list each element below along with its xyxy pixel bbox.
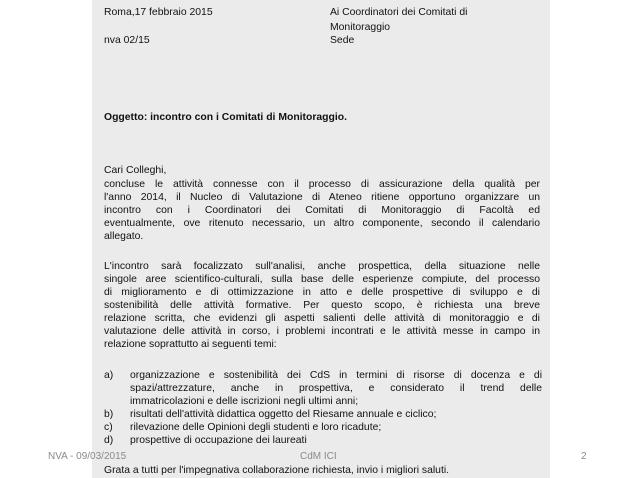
- list-marker: d): [104, 435, 114, 446]
- paragraph-focus: [104, 260, 540, 351]
- recipient-line: Sede: [330, 35, 355, 46]
- paragraph-line: incontro con i Coordinatori dei Comitati di Monitoraggio di Facoltà ed: [104, 205, 540, 216]
- footer-date: NVA - 09/03/2015: [48, 451, 127, 462]
- paragraph-intro: [104, 178, 540, 243]
- list-item: [104, 408, 542, 421]
- closing-line: Grata a tutti per l'impegnativa collaborazione richiesta, invio i migliori saluti.: [104, 465, 450, 476]
- list-item-line: organizzazione e sostenibilità dei CdS in termini di risorse di docenza e di: [130, 370, 542, 381]
- list-item-line: risultati dell'attività didattica oggetto del Riesame annuale e ciclico;: [130, 409, 437, 420]
- recipient-line: Ai Coordinatori dei Comitati di: [330, 7, 468, 18]
- list-item-line: immatricolazioni e delle iscrizioni negli ultimi anni;: [130, 396, 359, 407]
- footer-title: CdM ICI: [300, 451, 337, 462]
- paragraph-line: allegato.: [104, 231, 144, 242]
- paragraph-line: singole aree scientifico-culturali, sulla base delle esperienze compiute, del processo: [104, 274, 540, 285]
- list-marker: a): [104, 370, 114, 381]
- list-item-line: spazi/attrezzature, anche in prospettiva, e considerato il trend delle: [130, 383, 542, 394]
- list-item-line: rilevazione delle Opinioni degli studenti e loro ricadute;: [130, 422, 382, 433]
- list-item-line: prospettive di occupazione dei laureati: [130, 435, 307, 446]
- page-number: 2: [581, 451, 587, 462]
- paragraph-line: relazione soprattutto ai seguenti temi:: [104, 339, 277, 350]
- list-marker: b): [104, 409, 114, 420]
- paragraph-line: di miglioramento e di ottimizzazione in atto e delle prospettive di sviluppo e di: [104, 287, 540, 298]
- paragraph-line: l'anno 2014, il Nucleo di Valutazione di Ateneo ritiene opportuno organizzare un: [104, 192, 540, 203]
- topics-list: [104, 369, 542, 447]
- greeting: Cari Colleghi,: [104, 165, 167, 176]
- list-item: [104, 421, 542, 434]
- paragraph-line: L'incontro sarà focalizzato sull'analisi, anche prospettica, della situazione nelle: [104, 261, 540, 272]
- paragraph-line: sostenibilità delle attività formative. Per questo scopo, è richiesta una breve: [104, 300, 540, 311]
- place-date: Roma,17 febbraio 2015: [104, 7, 213, 18]
- list-item: [104, 369, 542, 408]
- recipient-line: Monitoraggio: [330, 22, 391, 33]
- list-marker: c): [104, 422, 113, 433]
- paragraph-line: eventualmente, ove ritenuto necessario, un altro componente, secondo il calendario: [104, 218, 540, 229]
- protocol-number: nva 02/15: [104, 35, 150, 46]
- subject-line: Oggetto: incontro con i Comitati di Monitoraggio.: [104, 112, 347, 123]
- list-item: [104, 434, 542, 447]
- paragraph-line: valutazione delle attività in corso, i problemi incontrati e le attività messe in campo in: [104, 326, 540, 337]
- paragraph-line: concluse le attività connesse con il processo di assicurazione della qualità per: [104, 179, 540, 190]
- paragraph-line: relazione scritta, che evidenzi gli aspetti salienti delle attività di monitoraggio e di: [104, 313, 540, 324]
